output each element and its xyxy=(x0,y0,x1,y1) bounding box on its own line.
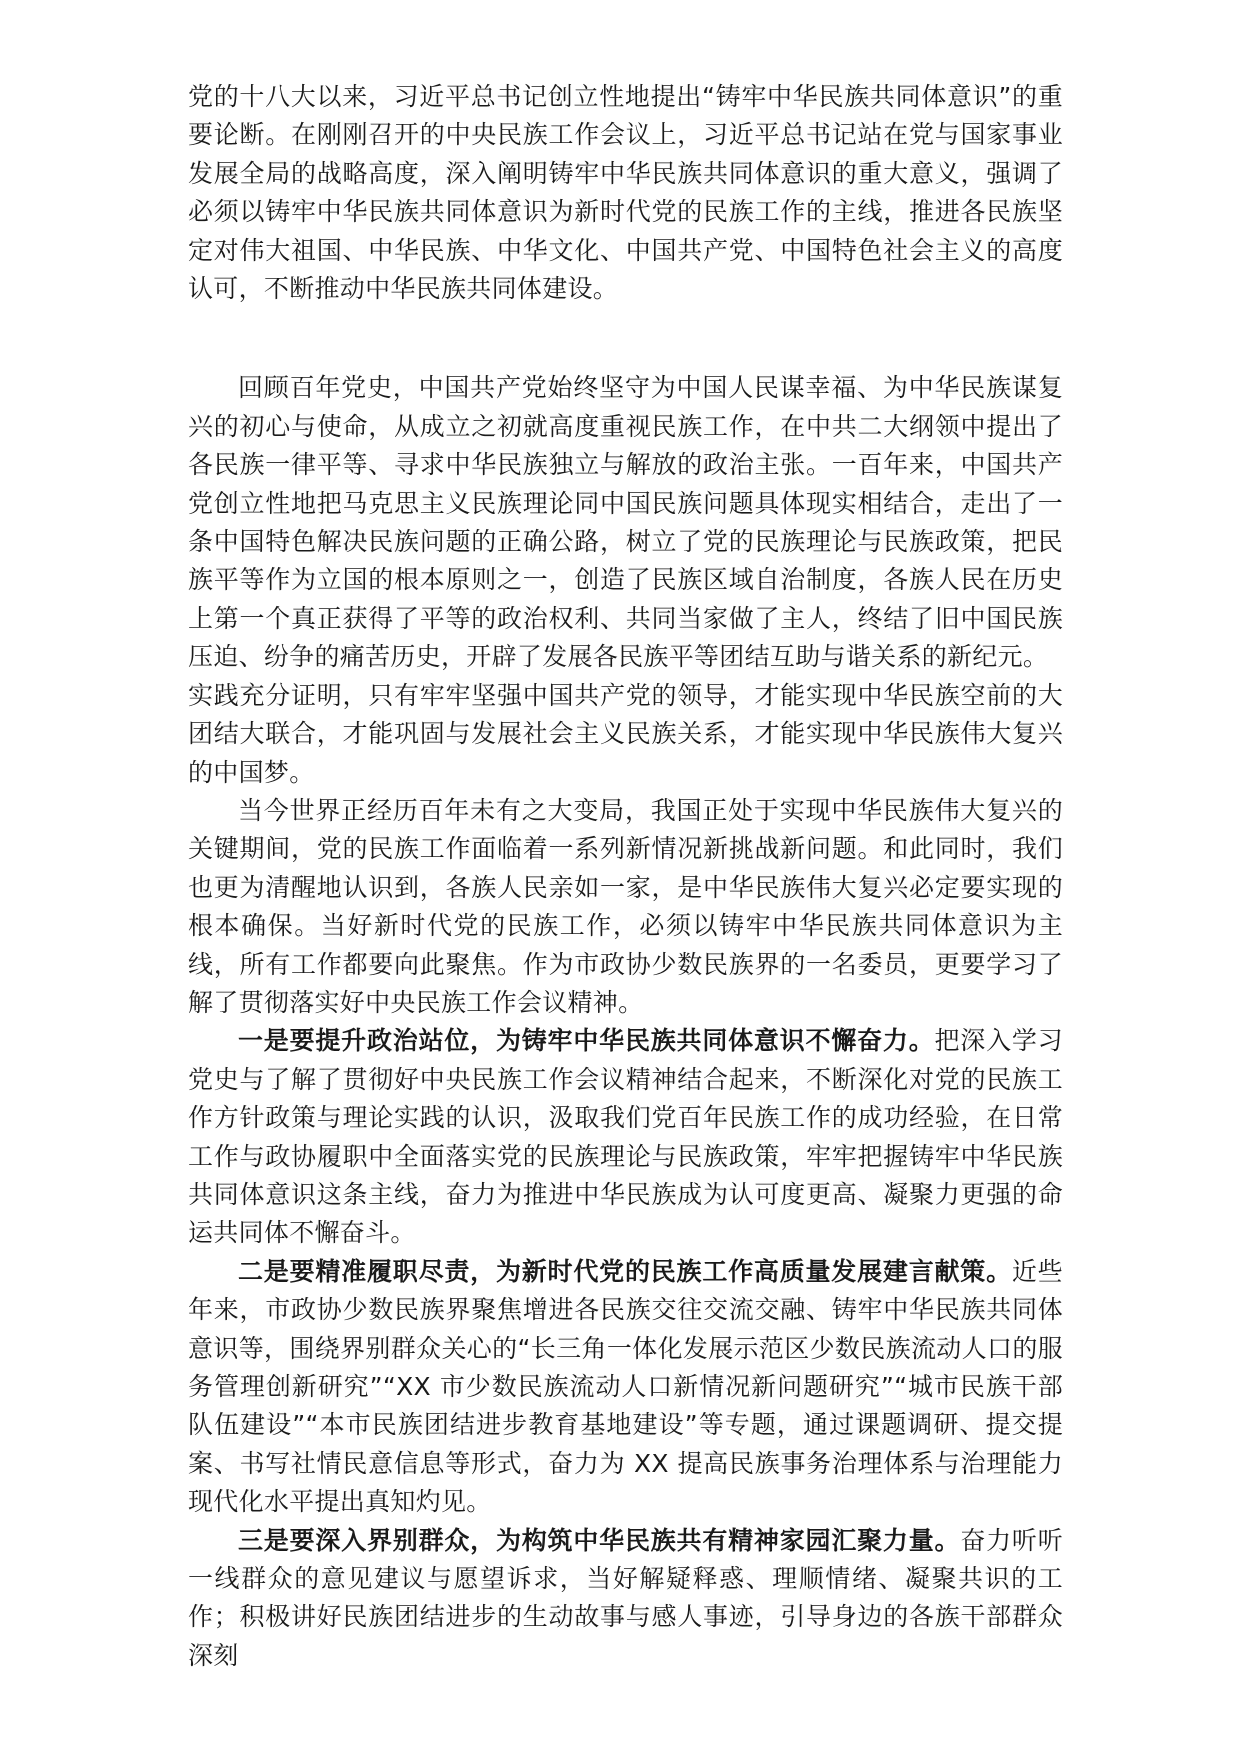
point-two-paragraph xyxy=(188,1253,1063,1522)
intro-paragraph: 党的十八大以来，习近平总书记创立性地提出“铸牢中华民族共同体意识”的重要论断。在刚刚召开的中央民族工作会议上，习近平总书记站在党与国家事业发展全局的战略高度，深入阐明铸牢中华民族共同体意识的重大意义，强调了必须以铸牢中华民族共同体意识为新时代党的民族工作的主线，推进各民族坚定对伟大祖国、中华民族、中华文化、中国共产党、中国特色社会主义的高度认可，不断推动中华民族共同体建设。 xyxy=(188,82,1063,304)
document-body xyxy=(188,78,1063,1675)
proof-paragraph: 实践充分证明，只有牢牢坚强中国共产党的领导，才能实现中华民族空前的大团结大联合，才能巩固与发展社会主义民族关系，才能实现中华民族伟大复兴的中国梦。 xyxy=(188,680,1063,787)
point-two-body: 近些年来，市政协少数民族界聚焦增进各民族交往交流交融、铸牢中华民族共同体意识等，围绕界别群众关心的“长三角一体化发展示范区少数民族流动人口的服务管理创新研究”“XX 市少数民族流动人口新情况新问题研究”“城市民族干部队伍建设”“本市民族团结进步教育基地建设”等专题，通过课题调研、提交提案、书写社情民意信息等形式，奋力为 XX 提高民族事务治理体系与治理能力现代化水平提出真知灼见。 xyxy=(188,1256,1063,1517)
point-one-paragraph xyxy=(188,1022,1063,1252)
point-one-heading: 一是要提升政治站位，为铸牢中华民族共同体意识不懈奋力。 xyxy=(238,1026,935,1056)
history-paragraph: 回顾百年党史，中国共产党始终坚守为中国人民谋幸福、为中华民族谋复兴的初心与使命，从成立之初就高度重视民族工作，在中共二大纲领中提出了各民族一律平等、寻求中华民族独立与解放的政治主张。一百年来，中国共产党创立性地把马克思主义民族理论同中国民族问题具体现实相结合，走出了一条中国特色解决民族问题的正确公路，树立了党的民族理论与民族政策，把民族平等作为立国的根本原则之一，创造了民族区域自治制度，各族人民在历史上第一个真正获得了平等的政治权利、共同当家做了主人，终结了旧中国民族压迫、纷争的痛苦历史，开辟了发展各民族平等团结互助与谐关系的新纪元。 xyxy=(188,373,1063,672)
point-two-heading: 二是要精准履职尽责，为新时代党的民族工作高质量发展建言献策。 xyxy=(238,1256,1012,1286)
point-three-body: 奋力听听一线群众的意见建议与愿望诉求，当好解疑释惑、理顺情绪、凝聚共识的工作；积极讲好民族团结进步的生动故事与感人事迹，引导身边的各族干部群众深刻 xyxy=(188,1525,1064,1670)
point-three-heading: 三是要深入界别群众，为构筑中华民族共有精神家园汇聚力量。 xyxy=(238,1525,961,1555)
point-one-body: 把深入学习党史与了解了贯彻好中央民族工作会议精神结合起来，不断深化对党的民族工作方针政策与理论实践的认识，汲取我们党百年民族工作的成功经验，在日常工作与政协履职中全面落实党的民族理论与民族政策，牢牢把握铸牢中华民族共同体意识这条主线，奋力为推进中华民族成为认可度更高、凝聚力更强的命运共同体不懈奋斗。 xyxy=(188,1026,1063,1248)
paragraph-gap xyxy=(188,308,1063,369)
point-three-paragraph xyxy=(188,1522,1063,1676)
current-situation-paragraph: 当今世界正经历百年未有之大变局，我国正处于实现中华民族伟大复兴的关键期间，党的民族工作面临着一系列新情况新挑战新问题。和此同时，我们也更为清醒地认识到，各族人民亲如一家，是中华民族伟大复兴必定要实现的根本确保。当好新时代党的民族工作，必须以铸牢中华民族共同体意识为主线，所有工作都要向此聚焦。作为市政协少数民族界的一名委员，更要学习了解了贯彻落实好中央民族工作会议精神。 xyxy=(188,795,1063,1017)
